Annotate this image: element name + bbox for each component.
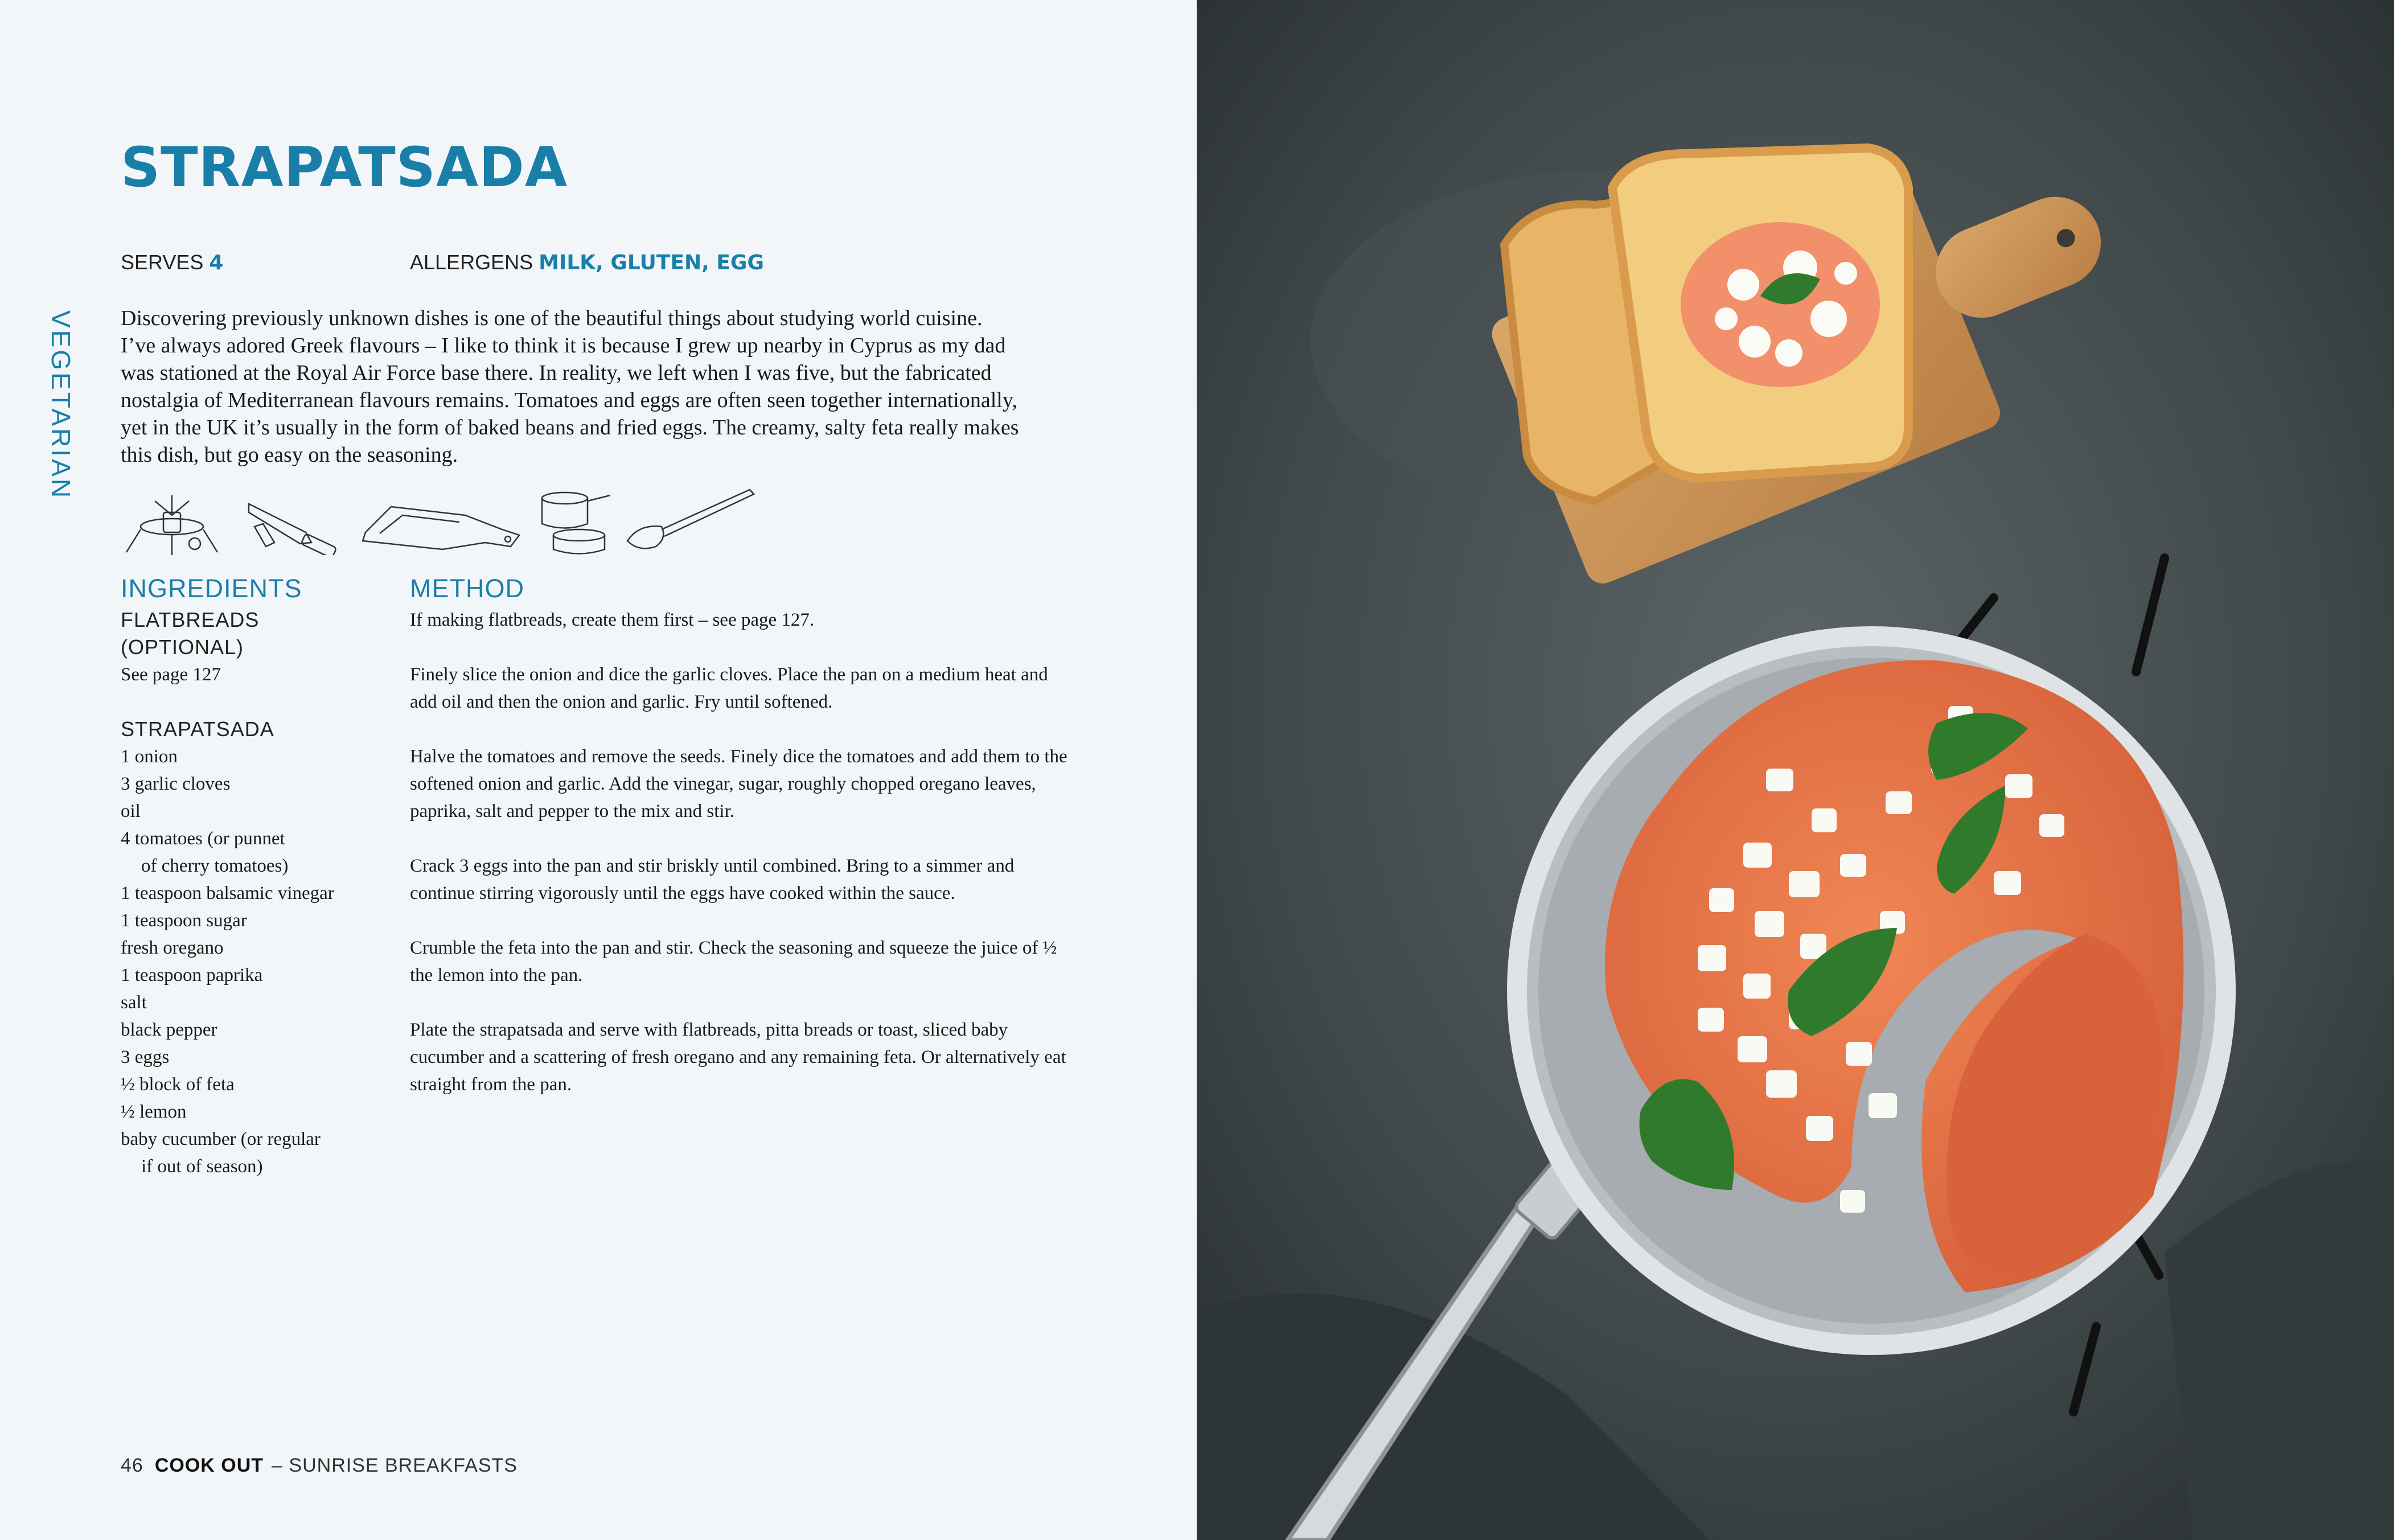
ingredient-item: oil [121,801,141,822]
serves-info [121,250,223,274]
ingredient-item: if out of season) [141,1156,263,1177]
ingredient-item: 1 teaspoon sugar [121,910,247,931]
ingredient-item: 1 teaspoon balsamic vinegar [121,883,334,904]
ingredient-item: salt [121,992,147,1013]
ingredient-item: baby cucumber (or regular [121,1129,321,1149]
method-step: Crumble the feta into the pan and stir. Check the seasoning and squeeze the juice of ½ the lemon into the pan. [410,938,1057,985]
method-step: Finely slice the onion and dice the garlic cloves. Place the pan on a medium heat and add oil and then the onion and garlic. Fry until softened. [410,664,1048,712]
flatbreads-heading: FLATBREADS [121,608,260,631]
page-number: 46 [121,1455,143,1476]
pan-set-icon [533,484,630,558]
ingredient-item: fresh oregano [121,938,224,958]
serves-value: 4 [209,251,224,274]
ingredients-list [121,606,388,1180]
category-label: VEGETARIAN [46,310,76,500]
food-photo [1197,0,2394,1540]
flatbreads-note: See page 127 [121,664,221,685]
intro-paragraph: Discovering previously unknown dishes is one of the beautiful things about studying world cuisine. I’ve always adored Greek flavours – I like to think it is because I grew up nearby in Cyprus as my dad was stationed at the Royal Air Force base there. In reality, we left when I was five, but the fabricated nostalgia of Mediterranean flavours remains. Tomatoes and eggs are often seen together internationally, yet in the UK it’s usually in the form of baked beans and fried eggs. The creamy, salty feta really makes this dish, but go easy on the seasoning. [121,306,1019,467]
ingredient-item: ½ block of feta [121,1074,235,1095]
right-page-photo [1197,0,2394,1540]
page-footer [121,1455,518,1477]
allergens-label: ALLERGENS [410,250,533,274]
ingredient-item: 1 onion [121,746,178,767]
strapatsada-heading: STRAPATSADA [121,717,274,741]
section-name: – SUNRISE BREAKFASTS [272,1455,518,1476]
ingredient-item: 4 tomatoes (or punnet [121,828,285,849]
book-title: COOK OUT [154,1455,264,1476]
ingredient-item: of cherry tomatoes) [141,856,289,876]
ingredient-item: ½ lemon [121,1102,187,1122]
equipment-icons [121,484,764,561]
serves-label: SERVES [121,250,204,274]
method-step: If making flatbreads, create them first – see page 127. [410,610,815,630]
chopping-board-icon [357,498,522,555]
method-steps [410,606,1076,1126]
ingredient-item: 1 teaspoon paprika [121,965,263,985]
ingredient-item: 3 eggs [121,1047,170,1067]
camping-stove-icon [121,490,223,558]
method-heading: METHOD [410,574,524,603]
knife-icon [243,492,346,555]
method-step: Crack 3 eggs into the pan and stir briskly until combined. Bring to a simmer and continue stirring vigorously until the eggs have cooked within the sauce. [410,856,1015,904]
method-step: Plate the strapatsada and serve with flatbreads, pitta breads or toast, sliced baby cucumber and a scattering of fresh oregano and any remaining feta. Or alternatively eat straight from the pan. [410,1020,1066,1095]
ingredients-heading: INGREDIENTS [121,574,302,603]
allergens-info [410,250,764,274]
flatbreads-optional: (OPTIONAL) [121,635,244,659]
recipe-title: STRAPATSADA [121,135,568,199]
ingredient-item: black pepper [121,1020,217,1040]
ingredient-item: 3 garlic cloves [121,774,231,794]
spatula-icon [622,484,758,558]
allergens-value: MILK, GLUTEN, EGG [539,251,764,274]
method-step: Halve the tomatoes and remove the seeds. Finely dice the tomatoes and add them to the softened onion and garlic. Add the vinegar, sugar, roughly chopped oregano leaves, paprika, salt and pepper to the mix and stir. [410,746,1067,822]
